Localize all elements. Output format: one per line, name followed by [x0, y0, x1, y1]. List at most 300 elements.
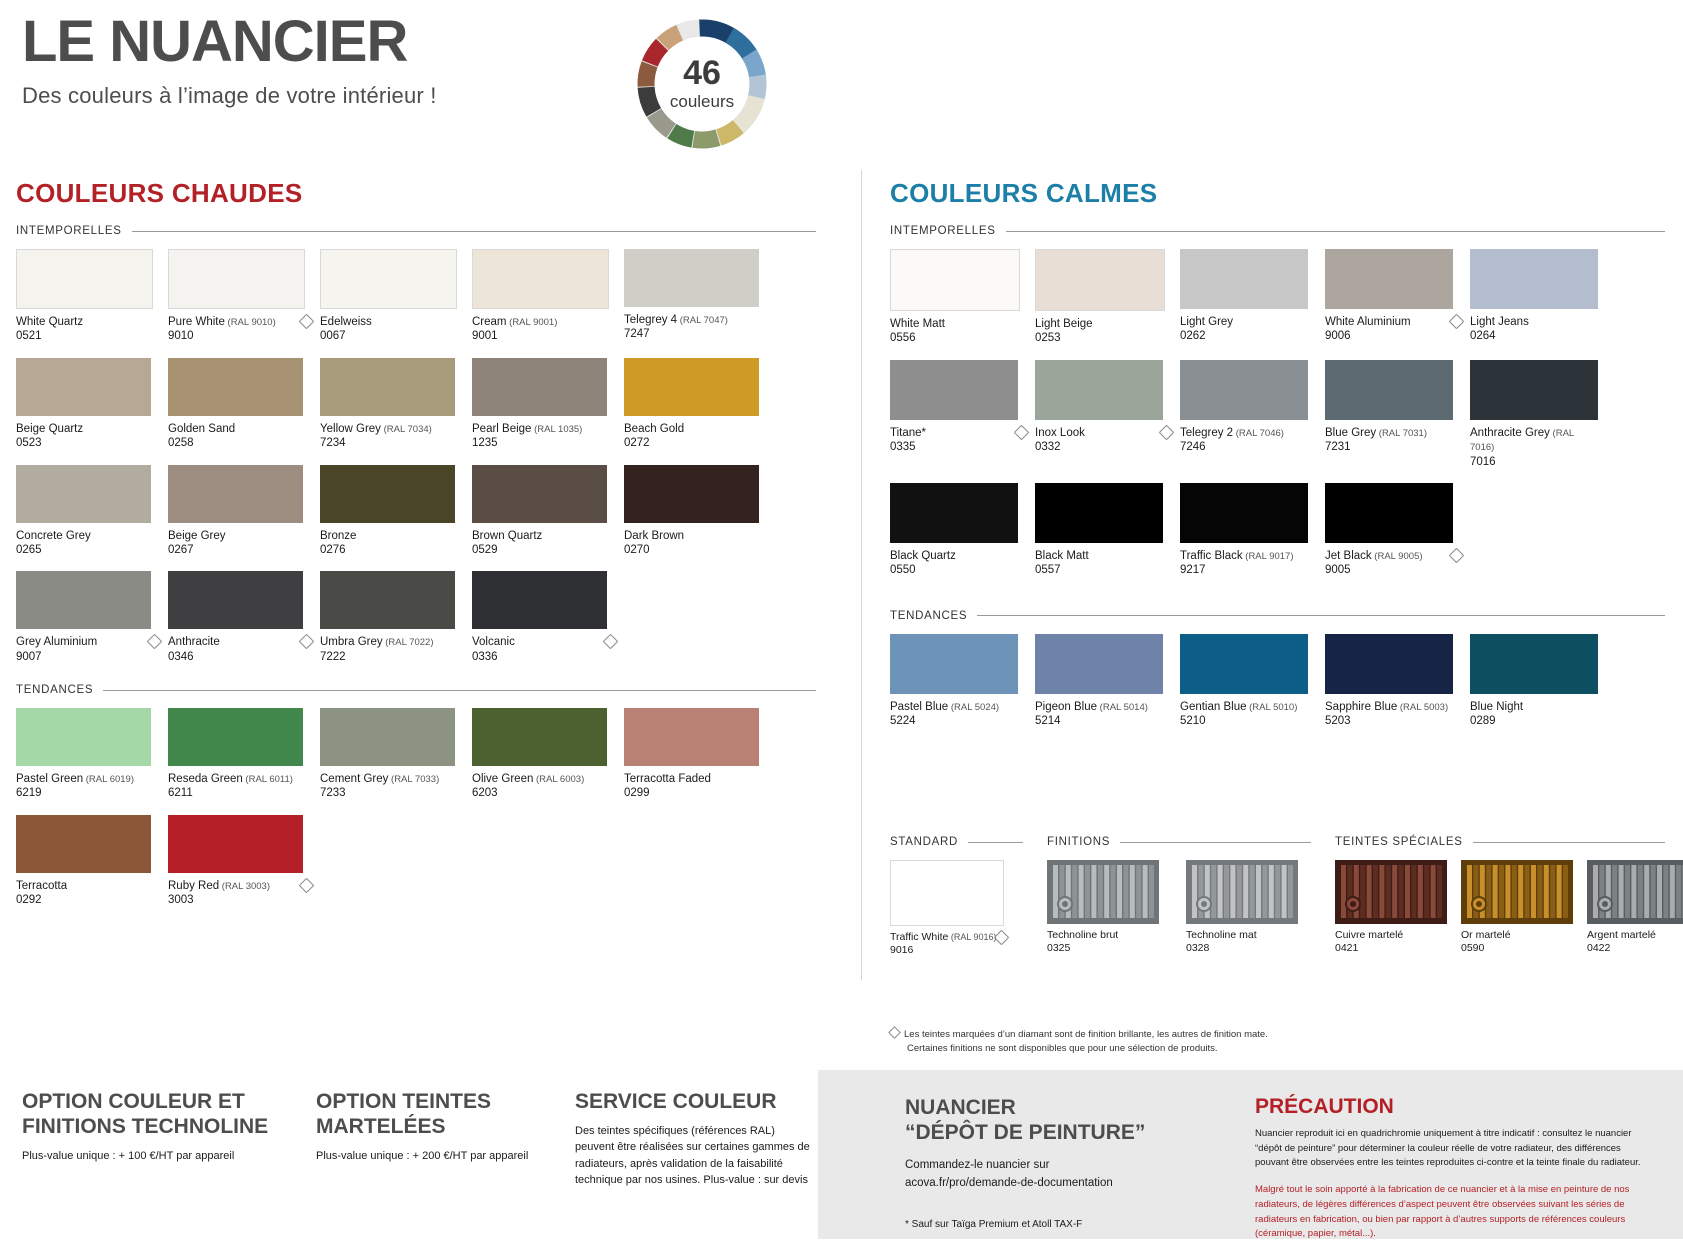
swatch-code: 7247 [624, 327, 776, 341]
color-swatch [1180, 249, 1308, 309]
label-rule [132, 231, 816, 232]
color-swatch [320, 571, 455, 629]
swatch-ral: (RAL 6011) [243, 774, 293, 785]
swatch-name-text: Sapphire Blue [1325, 701, 1397, 713]
swatch-name [890, 700, 1035, 714]
swatch-code: 5203 [1325, 714, 1470, 728]
diamond-icon [299, 314, 315, 330]
swatch-code: 0332 [1035, 440, 1180, 454]
swatch-code: 0270 [624, 543, 776, 557]
swatch-code: 0276 [320, 543, 472, 557]
swatch-code: 7222 [320, 650, 472, 664]
swatch-name [624, 529, 776, 543]
swatch-name-text: Beige Grey [168, 530, 226, 542]
warm-heading: COULEURS CHAUDES [16, 178, 816, 209]
swatch-code: 0267 [168, 543, 320, 557]
swatch-ral: (RAL 7022) [383, 637, 434, 648]
swatch-name-text: Anthracite Grey [1470, 427, 1550, 439]
swatch-name-text: White Aluminium [1325, 316, 1411, 328]
swatch-name [1335, 929, 1447, 942]
swatch-code: 3003 [168, 893, 320, 907]
swatch-code: 6211 [168, 786, 320, 800]
color-swatch [168, 358, 303, 416]
swatch-code: 7016 [1470, 455, 1615, 469]
finitions-row [1047, 860, 1311, 954]
swatch-code: 0521 [16, 329, 168, 343]
color-swatch-item [890, 249, 1035, 346]
color-swatch-item [16, 708, 168, 801]
swatch-code: 0421 [1335, 942, 1447, 954]
color-swatch [1470, 249, 1598, 309]
radiator-icon [1587, 860, 1683, 924]
color-swatch-item [1035, 249, 1180, 346]
swatch-name-text: Bronze [320, 530, 356, 542]
swatch-code: 0272 [624, 436, 776, 450]
swatch-name [624, 772, 776, 786]
swatch-name [168, 422, 320, 436]
color-swatch-item [472, 708, 624, 801]
swatch-name-text: Pastel Green [16, 773, 83, 785]
color-swatch-item [890, 634, 1035, 729]
page-header [22, 12, 782, 152]
swatch-code: 0262 [1180, 329, 1325, 343]
swatch-name-text: Blue Grey [1325, 427, 1376, 439]
nuancier-title-2: “DÉPÔT DE PEINTURE” [905, 1120, 1245, 1145]
bottom-info-blocks [22, 1090, 822, 1189]
color-swatch [1035, 483, 1163, 543]
swatch-code: 0265 [16, 543, 168, 557]
swatch-code: 0289 [1470, 714, 1615, 728]
diamond-icon [888, 1026, 901, 1039]
swatch-name [890, 549, 1035, 563]
swatch-code: 9001 [472, 329, 624, 343]
color-swatch-item [16, 571, 168, 664]
swatch-name [168, 529, 320, 543]
bottom-block [22, 1090, 272, 1189]
label-rule [1473, 842, 1665, 843]
swatch-name-text: Grey Aluminium [16, 636, 97, 648]
color-swatch-item [1180, 360, 1325, 469]
color-swatch-item [1470, 634, 1615, 729]
calm-trends-grid [890, 634, 1665, 743]
swatch-name-text: Dark Brown [624, 530, 684, 542]
color-swatch-item [320, 465, 472, 558]
color-swatch [472, 708, 607, 766]
teinte-item [1587, 860, 1683, 954]
swatch-code: 0590 [1461, 942, 1573, 954]
color-swatch [472, 571, 607, 629]
swatch-name [320, 315, 472, 329]
teintes-label [1335, 836, 1665, 848]
color-swatch-item [1325, 483, 1470, 578]
swatch-name [890, 426, 1035, 440]
swatch-code: 9007 [16, 650, 168, 664]
radiator-icon [1047, 860, 1159, 924]
finitions-block [1047, 836, 1311, 956]
nuancier-title-1: NUANCIER [905, 1095, 1245, 1120]
swatch-name [168, 635, 320, 649]
swatch-name-text: Brown Quartz [472, 530, 542, 542]
label-rule [1006, 231, 1665, 232]
swatch-code: 7246 [1180, 440, 1325, 454]
color-swatch-item [1035, 634, 1180, 729]
radiator-icon [1335, 860, 1447, 924]
page-title: LE NUANCIER [22, 12, 782, 73]
color-swatch [624, 358, 759, 416]
color-swatch-item [1035, 483, 1180, 578]
swatch-name-text: Jet Black [1325, 550, 1372, 562]
swatch-name [1035, 700, 1180, 714]
color-swatch [16, 571, 151, 629]
calm-colors-column [890, 178, 1665, 742]
color-swatch [168, 465, 303, 523]
swatch-name [1186, 929, 1311, 942]
swatch-code: 5210 [1180, 714, 1325, 728]
swatch-name [1587, 929, 1683, 942]
swatch-ral: (RAL 7047) [677, 315, 728, 326]
color-swatch [472, 249, 609, 309]
color-swatch [1035, 249, 1165, 311]
column-divider [861, 170, 862, 980]
swatch-name-text: White Matt [890, 318, 945, 330]
diamond-icon [1449, 548, 1465, 564]
calm-timeless-label [890, 225, 1665, 237]
swatch-code: 9217 [1180, 563, 1325, 577]
swatch-code: 0253 [1035, 331, 1180, 345]
swatch-name-text: Light Grey [1180, 316, 1233, 328]
color-swatch-item [472, 571, 624, 664]
swatch-name [472, 422, 624, 436]
finitions-label-text: FINITIONS [1047, 836, 1110, 848]
warm-timeless-label [16, 225, 816, 237]
diamond-icon [1449, 314, 1465, 330]
swatch-name-text: Volcanic [472, 636, 515, 648]
label-rule [977, 615, 1665, 616]
swatch-name [1180, 549, 1325, 563]
bottom-block [316, 1090, 531, 1189]
calm-timeless-grid [890, 249, 1665, 592]
swatch-code: 5214 [1035, 714, 1180, 728]
swatch-name [1325, 700, 1470, 714]
color-swatch [320, 249, 457, 309]
swatch-ral: (RAL 5014) [1097, 702, 1148, 713]
swatch-ral: (RAL 9017) [1243, 551, 1294, 562]
swatch-name-text: Technoline brut [1047, 929, 1118, 941]
swatch-name [472, 772, 624, 786]
color-swatch [890, 360, 1018, 420]
swatch-name-text: Inox Look [1035, 427, 1085, 439]
swatch-name-text: Cuivre martelé [1335, 929, 1403, 941]
teintes-row [1335, 860, 1665, 954]
finition-item [1186, 860, 1311, 954]
color-swatch [890, 249, 1020, 311]
warm-timeless-text: INTEMPORELLES [16, 225, 122, 237]
swatch-name-text: Cream [472, 316, 507, 328]
swatch-name-text: Ruby Red [168, 880, 219, 892]
label-rule [103, 690, 816, 691]
swatch-name-text: Umbra Grey [320, 636, 383, 648]
swatch-ral: (RAL 1035) [531, 424, 582, 435]
swatch-name [168, 772, 320, 786]
color-swatch [1325, 360, 1453, 420]
color-swatch [1035, 634, 1163, 694]
swatch-name [890, 931, 1015, 944]
radiator-preview [1047, 860, 1172, 924]
color-count-badge [622, 18, 782, 150]
color-swatch [1325, 249, 1453, 309]
swatch-code: 0292 [16, 893, 168, 907]
color-swatch-item [890, 360, 1035, 469]
swatch-code: 0556 [890, 331, 1035, 345]
standard-row [890, 860, 1023, 956]
teintes-speciales-block [1335, 836, 1665, 956]
swatch-name [1325, 315, 1470, 329]
precaution-block [1255, 1095, 1655, 1242]
swatch-name [1035, 317, 1180, 331]
swatch-code: 1235 [472, 436, 624, 450]
block-title: OPTION TEINTES MARTELÉES [316, 1090, 531, 1140]
swatch-name-text: Telegrey 4 [624, 314, 677, 326]
color-swatch-item [624, 249, 776, 344]
color-swatch-item [472, 249, 624, 344]
swatch-code: 6219 [16, 786, 168, 800]
swatch-ral: (RAL 7033) [388, 774, 439, 785]
badge-word: couleurs [670, 92, 734, 112]
color-swatch-item [1180, 634, 1325, 729]
swatch-name [624, 313, 776, 327]
color-swatch-item [16, 358, 168, 451]
calm-heading: COULEURS CALMES [890, 178, 1665, 209]
block-text: Plus-value unique : + 100 €/HT par appareil [22, 1148, 272, 1165]
swatch-name-text: Titane* [890, 427, 926, 439]
color-swatch-item [16, 815, 168, 908]
swatch-code: 0557 [1035, 563, 1180, 577]
diamond-icon [603, 634, 619, 650]
color-swatch-item [472, 465, 624, 558]
swatch-ral: (RAL 7016) [1470, 428, 1574, 453]
swatch-code: 9005 [1325, 563, 1470, 577]
swatch-ral: (RAL 9001) [507, 317, 558, 328]
color-swatch-item [1035, 360, 1180, 469]
swatch-name-text: Technoline mat [1186, 929, 1257, 941]
swatch-ral: (RAL 9016) [948, 932, 996, 942]
swatch-name [472, 635, 624, 649]
swatch-name-text: Black Quartz [890, 550, 956, 562]
swatch-name-text: Gentian Blue [1180, 701, 1247, 713]
color-swatch [890, 634, 1018, 694]
color-swatch-item [1470, 249, 1615, 346]
precaution-title: PRÉCAUTION [1255, 1095, 1655, 1119]
swatch-code: 0336 [472, 650, 624, 664]
color-swatch [168, 571, 303, 629]
teinte-item [1461, 860, 1573, 954]
diamond-icon [1159, 424, 1175, 440]
warm-trends-grid [16, 708, 816, 922]
nuancier-link[interactable]: acova.fr/pro/demande-de-documentation [905, 1175, 1245, 1193]
color-swatch-item [168, 358, 320, 451]
swatch-name [16, 635, 168, 649]
warm-colors-column [16, 178, 816, 922]
color-swatch-item [1180, 249, 1325, 346]
swatch-code: 0422 [1587, 942, 1683, 954]
swatch-name [320, 772, 472, 786]
color-swatch [1470, 634, 1598, 694]
swatch-code: 6203 [472, 786, 624, 800]
swatch-name-text: Beige Quartz [16, 423, 83, 435]
radiator-preview [1461, 860, 1573, 924]
swatch-name [320, 635, 472, 649]
swatch-name [16, 772, 168, 786]
swatch-code: 9010 [168, 329, 320, 343]
swatch-code: 0335 [890, 440, 1035, 454]
swatch-name-text: Cement Grey [320, 773, 388, 785]
swatch-code: 0529 [472, 543, 624, 557]
color-swatch-item [320, 708, 472, 801]
swatch-code: 0325 [1047, 942, 1172, 954]
color-swatch [16, 465, 151, 523]
swatch-name-text: Pure White [168, 316, 225, 328]
color-swatch-item [168, 708, 320, 801]
color-swatch-item [168, 465, 320, 558]
swatch-code: 0523 [16, 436, 168, 450]
color-swatch-item [1325, 249, 1470, 346]
color-swatch-item [168, 815, 320, 908]
color-swatch-item [472, 358, 624, 451]
color-swatch-item [624, 358, 776, 451]
swatch-code: 0550 [890, 563, 1035, 577]
color-swatch [168, 815, 303, 873]
finish-options [890, 836, 1665, 956]
diamond-icon [1014, 424, 1030, 440]
swatch-name [1180, 315, 1325, 329]
swatch-name [320, 422, 472, 436]
color-swatch-item [624, 465, 776, 558]
swatch-name-text: Pearl Beige [472, 423, 531, 435]
swatch-name-text: Reseda Green [168, 773, 243, 785]
swatch-code: 0264 [1470, 329, 1615, 343]
swatch-name [1047, 929, 1172, 942]
swatch-name-text: Traffic White [890, 931, 948, 943]
label-rule [968, 842, 1023, 843]
swatch-name-text: Telegrey 2 [1180, 427, 1233, 439]
color-swatch-item [168, 571, 320, 664]
color-swatch [1325, 634, 1453, 694]
color-swatch [320, 465, 455, 523]
color-swatch [472, 358, 607, 416]
diamond-icon [299, 877, 315, 893]
color-swatch-item [890, 483, 1035, 578]
swatch-name [168, 315, 320, 329]
calm-trends-text: TENDANCES [890, 610, 967, 622]
swatch-name-text: Yellow Grey [320, 423, 381, 435]
swatch-ral: (RAL 6003) [533, 774, 584, 785]
swatch-name [1470, 700, 1615, 714]
radiator-preview [1587, 860, 1683, 924]
color-swatch-item [1325, 634, 1470, 729]
page-subtitle: Des couleurs à l’image de votre intérieur ! [22, 83, 782, 109]
color-swatch-item [16, 249, 168, 344]
color-swatch-item [16, 465, 168, 558]
color-swatch [624, 465, 759, 523]
swatch-name [1325, 549, 1470, 563]
swatch-name-text: Golden Sand [168, 423, 235, 435]
swatch-name [16, 879, 168, 893]
color-swatch [1035, 360, 1163, 420]
block-text: Plus-value unique : + 200 €/HT par appareil [316, 1148, 531, 1165]
radiator-preview [1335, 860, 1447, 924]
teintes-label-text: TEINTES SPÉCIALES [1335, 836, 1463, 848]
swatch-name [1470, 426, 1615, 455]
nuancier-text-1: Commandez-le nuancier sur [905, 1157, 1245, 1175]
swatch-ral: (RAL 9005) [1372, 551, 1423, 562]
color-swatch [168, 249, 305, 309]
footnote-line-2: Certaines finitions ne sont disponibles que pour une sélection de produits. [890, 1042, 1590, 1056]
color-swatch-item [168, 249, 320, 344]
swatch-code: 7233 [320, 786, 472, 800]
color-swatch [16, 358, 151, 416]
diamond-icon [147, 634, 163, 650]
swatch-code: 0346 [168, 650, 320, 664]
swatch-name [1035, 549, 1180, 563]
color-swatch [1180, 360, 1308, 420]
swatch-code: 7231 [1325, 440, 1470, 454]
swatch-name [1461, 929, 1573, 942]
color-swatch [472, 465, 607, 523]
teinte-item [1335, 860, 1447, 954]
swatch-ral: (RAL 7034) [381, 424, 432, 435]
swatch-name-text: Beach Gold [624, 423, 684, 435]
block-title: SERVICE COULEUR [575, 1090, 815, 1115]
swatch-name-text: Traffic Black [1180, 550, 1243, 562]
color-swatch [624, 249, 759, 307]
calm-timeless-text: INTEMPORELLES [890, 225, 996, 237]
swatch-code: 0258 [168, 436, 320, 450]
color-swatch-item [1180, 483, 1325, 578]
nuancier-order-block [905, 1095, 1245, 1230]
swatch-code: 0328 [1186, 942, 1311, 954]
precaution-text-1: Nuancier reproduit ici en quadrichromie uniquement à titre indicatif : consultez le nuancier “dépôt de peinture” pour déterminer la couleur réelle de votre radiateur, des différences pouvant être observées entre les teintes reproduites ci-contre et la teinte finale du radiateur. [1255, 1127, 1655, 1171]
swatch-name-text: Black Matt [1035, 550, 1089, 562]
swatch-name-text: Concrete Grey [16, 530, 91, 542]
standard-label-text: STANDARD [890, 836, 958, 848]
block-text: Des teintes spécifiques (références RAL) peuvent être réalisées sur certaines gammes de radiateurs, après validation de la faisabilité technique par nos usines. Plus-value : sur devis [575, 1123, 815, 1189]
standard-label [890, 836, 1023, 848]
color-swatch [16, 815, 151, 873]
swatch-name [472, 529, 624, 543]
color-swatch [16, 249, 153, 309]
swatch-ral: (RAL 5010) [1247, 702, 1298, 713]
swatch-name-text: Pigeon Blue [1035, 701, 1097, 713]
swatch-name [168, 879, 320, 893]
swatch-name-text: Light Jeans [1470, 316, 1529, 328]
warm-trends-text: TENDANCES [16, 684, 93, 696]
swatch-code: 0067 [320, 329, 472, 343]
swatch-name [16, 422, 168, 436]
swatch-name [890, 317, 1035, 331]
bottom-block [575, 1090, 815, 1189]
finish-footnote [890, 1028, 1590, 1057]
donut-ring-icon [622, 18, 782, 150]
swatch-name [16, 529, 168, 543]
color-swatch [1180, 634, 1308, 694]
color-swatch-item [320, 249, 472, 344]
swatch-code: 7234 [320, 436, 472, 450]
swatch-code: 0299 [624, 786, 776, 800]
swatch-code: 9016 [890, 944, 1015, 956]
swatch-name [1180, 426, 1325, 440]
finition-item [1047, 860, 1172, 954]
standard-item [890, 860, 1015, 956]
